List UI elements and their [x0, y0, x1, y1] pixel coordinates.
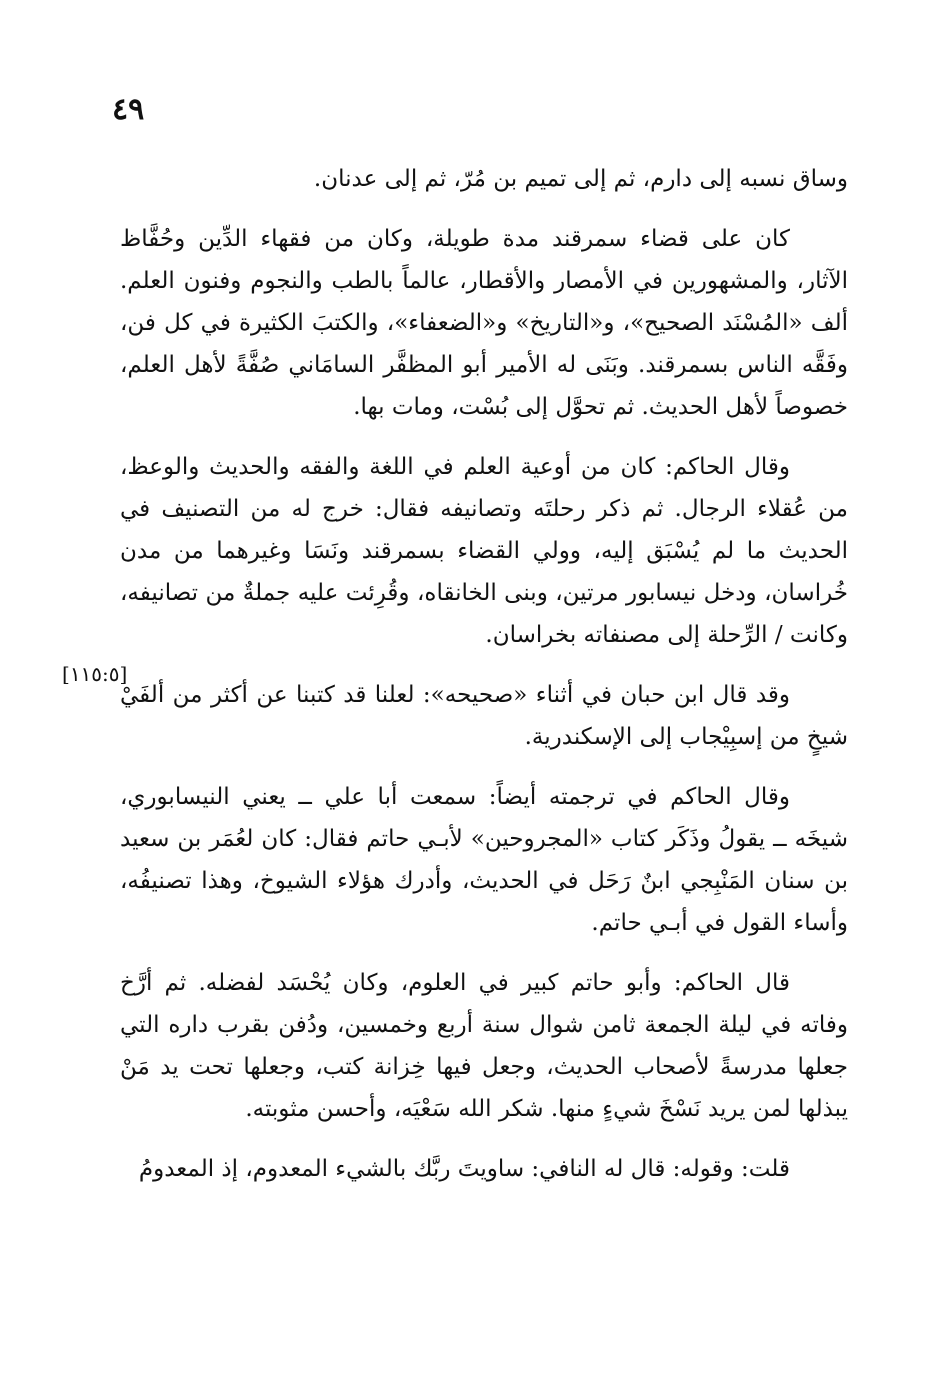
paragraph: كان على قضاء سمرقند مدة طويلة، وكان من فقهاء الدِّين وحُفَّاظ الآثار، والمشهورين في الأمصار والأقطار، عالماً بالطب والنجوم وفنون العلم. ألف «المُسْنَد الصحيح»، و«التاريخ» و«الضعفاء»، والكتبَ الكثيرة في كل فن، وفَقَّه الناس بسمرقند. وبَنَى له الأمير أبو المظفَّر السامَاني صُفَّةً لأهل العلم، خصوصاً لأهل الحديث. ثم تحوَّل إلى بُسْت، ومات بها. [120, 226, 848, 420]
paragraph: قال الحاكم: وأبو حاتم كبير في العلوم، وكان يُحْسَد لفضله. ثم أرَّخ وفاته في ليلة الجمعة ثامن شوال سنة أربع وخمسين، ودُفن بقرب داره التي جعلها مدرسةً لأصحاب الحديث، وجعل فيها خِزانة كتب، وجعلها تحت يد مَنْ يبذلها لمن يريد نَسْخَ شيءٍ منها. شكر الله سَعْيَه، وأحسن مثوبته. [120, 970, 848, 1122]
paragraph: وقال الحاكم: كان من أوعية العلم في اللغة والفقه والحديث والوعظ، من عُقلاء الرجال. ثم ذكر رحلتَه وتصانيفه فقال: خرج له من التصنيف في الحديث ما لم يُسْبَق إليه، وولي القضاء بسمرقند ونَسَا وغيرهما من مدن خُراسان، ودخل نيسابور مرتين، وبنى الخانقاه، وقُرِئت عليه جملةٌ من تصانيفه، وكانت / الرِّحلة إلى مصنفاته بخراسان. [120, 454, 848, 648]
paragraph: وقد قال ابن حبان في أثناء «صحيحه»: لعلنا قد كتبنا عن أكثر من ألفَيْ شيخٍ من إسبِيْجاب إلى الإسكندرية. [120, 682, 848, 750]
paragraph: قلت: وقوله: قال له النافي: ساويتَ ربَّك بالشيء المعدوم، إذ المعدومُ [138, 1156, 790, 1182]
manuscript-reference: [١١٥:٥] [62, 662, 128, 686]
page-number: ٤٩ [112, 92, 145, 127]
paragraph: وساق نسبه إلى دارم، ثم إلى تميم بن مُرّ، ثم إلى عدنان. [313, 166, 848, 192]
paragraph: وقال الحاكم في ترجمته أيضاً: سمعت أبا علي ــ يعني النيسابوري، شيخَه ــ يقولُ وذَكَر كتاب «المجروحين» لأبـي حاتم فقال: كان لعُمَر بن سعيد بن سنان المَنْبِجي ابنٌ رَحَل في الحديث، وأدرك هؤلاء الشيوخ، وهذا تصنيفُه، وأساء القول في أبـي حاتم. [120, 784, 848, 936]
main-text [120, 158, 848, 1208]
